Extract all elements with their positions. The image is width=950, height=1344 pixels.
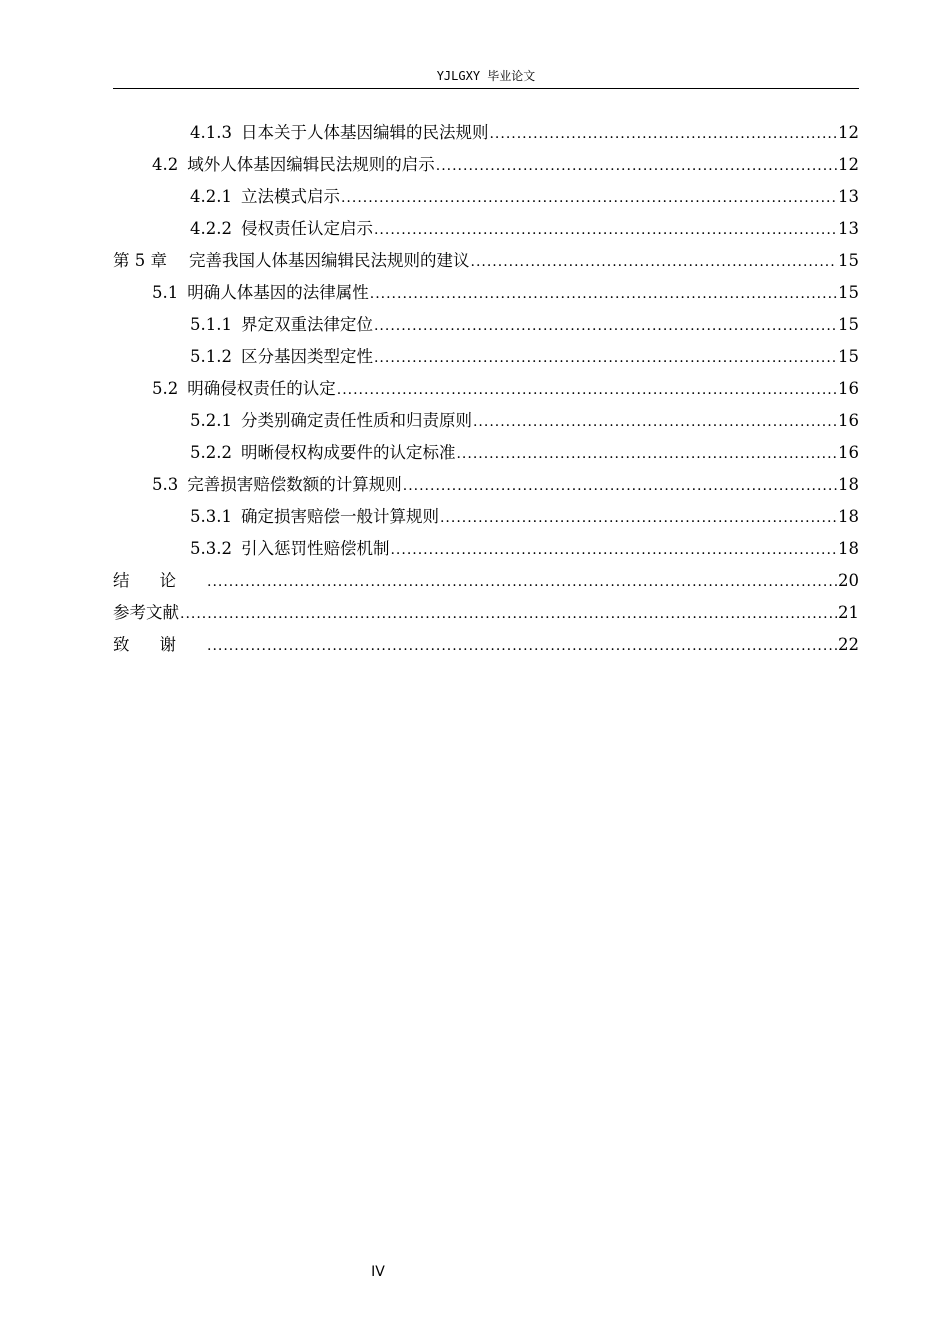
toc-entry-title: 参考文献 [113, 603, 179, 622]
toc-entry-references[interactable] [113, 597, 859, 629]
toc-entry-5-3-2[interactable] [113, 533, 859, 565]
toc-entry-page: 15 [838, 251, 859, 270]
toc-entry-title: 明确侵权责任的认定 [187, 379, 336, 398]
toc-entry-5-1-2[interactable] [113, 341, 859, 373]
toc-dot-leader [403, 470, 837, 502]
toc-entry-5-1[interactable] [113, 277, 859, 309]
toc-dot-leader [374, 214, 837, 246]
toc-entry-title: 完善损害赔偿数额的计算规则 [187, 475, 402, 494]
toc-entry-title: 明确人体基因的法律属性 [187, 283, 369, 302]
toc-entry-title: 确定损害赔偿一般计算规则 [240, 507, 439, 526]
toc-entry-title: 日本关于人体基因编辑的民法规则 [240, 123, 489, 142]
toc-dot-leader [436, 150, 837, 182]
toc-entry-page: 21 [838, 603, 859, 622]
toc-entry-number: 第 5 章 [113, 251, 167, 270]
toc-entry-title: 致谢 [113, 635, 206, 654]
toc-entry-page: 15 [838, 347, 859, 366]
toc-dot-leader [456, 438, 837, 470]
toc-entry-5-2-2[interactable] [113, 437, 859, 469]
toc-entry-number: 5.1.2 [190, 347, 232, 366]
toc-entry-page: 13 [838, 187, 859, 206]
toc-dot-leader [337, 374, 837, 406]
toc-entry-title: 完善我国人体基因编辑民法规则的建议 [189, 251, 470, 270]
toc-entry-4-2-1[interactable] [113, 181, 859, 213]
toc-entry-number: 4.2 [152, 155, 179, 174]
toc-dot-leader [370, 278, 837, 310]
toc-entry-title: 域外人体基因编辑民法规则的启示 [187, 155, 435, 174]
toc-entry-number: 4.2.2 [190, 219, 232, 238]
toc-entry-page: 18 [838, 475, 859, 494]
toc-entry-number: 5.3.2 [190, 539, 232, 558]
toc-entry-5-3[interactable] [113, 469, 859, 501]
toc-entry-title: 侵权责任认定启示 [240, 219, 373, 238]
toc-entry-5-2-1[interactable] [113, 405, 859, 437]
toc-entry-number: 4.2.1 [190, 187, 232, 206]
toc-entry-title: 立法模式启示 [240, 187, 340, 206]
toc-dot-leader [207, 630, 837, 662]
toc-entry-5-1-1[interactable] [113, 309, 859, 341]
toc-entry-page: 16 [838, 411, 859, 430]
page-header: YJLGXY 毕业论文 [113, 66, 859, 89]
toc-entry-5-2[interactable] [113, 373, 859, 405]
toc-entry-title: 分类别确定责任性质和归责原则 [240, 411, 472, 430]
table-of-contents [113, 117, 859, 661]
toc-entry-number: 5.3.1 [190, 507, 232, 526]
toc-entry-4-2[interactable] [113, 149, 859, 181]
toc-entry-number: 5.2.2 [190, 443, 232, 462]
toc-entry-4-1-3[interactable] [113, 117, 859, 149]
toc-entry-page: 16 [838, 443, 859, 462]
toc-entry-page: 12 [838, 123, 859, 142]
toc-dot-leader [374, 342, 837, 374]
toc-dot-leader [180, 598, 837, 630]
toc-entry-page: 18 [838, 507, 859, 526]
toc-entry-title: 界定双重法律定位 [240, 315, 373, 334]
toc-entry-page: 12 [838, 155, 859, 174]
toc-entry-number: 5.1 [152, 283, 179, 302]
toc-entry-number: 5.1.1 [190, 315, 232, 334]
toc-entry-conclusion[interactable] [113, 565, 859, 597]
toc-dot-leader [440, 502, 837, 534]
toc-dot-leader [207, 566, 837, 598]
toc-entry-title: 引入惩罚性赔偿机制 [240, 539, 390, 558]
toc-entry-number: 4.1.3 [190, 123, 232, 142]
toc-entry-page: 15 [838, 283, 859, 302]
toc-entry-acknowledgements[interactable] [113, 629, 859, 661]
toc-entry-title: 明晰侵权构成要件的认定标准 [240, 443, 456, 462]
toc-entry-page: 16 [838, 379, 859, 398]
toc-entry-chapter-5[interactable] [113, 245, 859, 277]
toc-dot-leader [473, 406, 837, 438]
toc-entry-page: 13 [838, 219, 859, 238]
toc-dot-leader [341, 182, 837, 214]
toc-dot-leader [471, 246, 838, 278]
toc-entry-5-3-1[interactable] [113, 501, 859, 533]
toc-entry-title: 结论 [113, 571, 206, 590]
toc-dot-leader [390, 534, 837, 566]
toc-dot-leader [374, 310, 837, 342]
toc-entry-number: 5.2.1 [190, 411, 232, 430]
toc-entry-page: 15 [838, 315, 859, 334]
toc-dot-leader [489, 118, 837, 150]
toc-entry-number: 5.3 [152, 475, 179, 494]
toc-entry-page: 18 [838, 539, 859, 558]
toc-entry-title: 区分基因类型定性 [240, 347, 373, 366]
toc-entry-page: 20 [838, 571, 859, 590]
toc-entry-4-2-2[interactable] [113, 213, 859, 245]
toc-entry-page: 22 [838, 635, 859, 654]
toc-entry-number: 5.2 [152, 379, 179, 398]
page-number: IV [371, 1264, 385, 1280]
